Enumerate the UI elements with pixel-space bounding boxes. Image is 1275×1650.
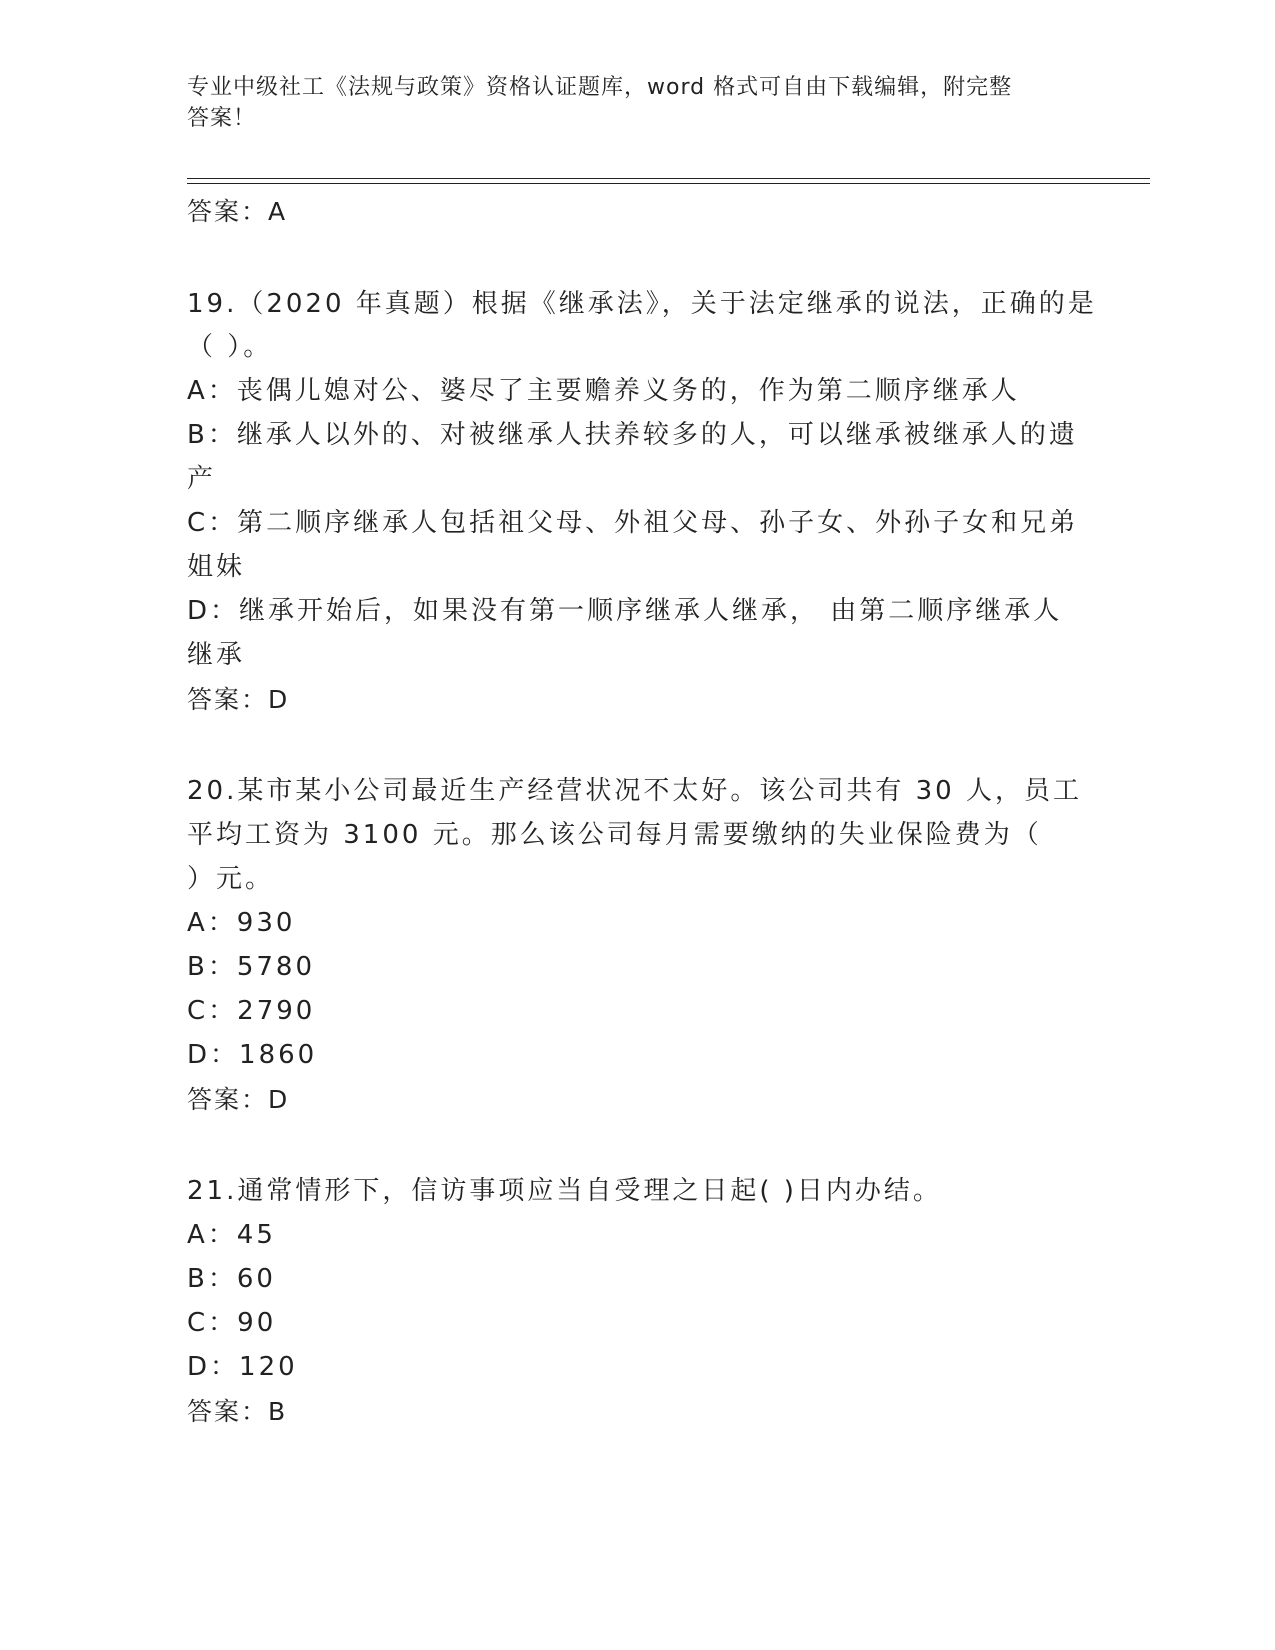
- question-19-option-d-cont: 继承: [187, 640, 246, 670]
- question-20-answer: 答案：D: [187, 1085, 290, 1114]
- question-21-option-c: C：90: [187, 1308, 277, 1338]
- question-21-option-b: B：60: [187, 1264, 276, 1294]
- document-header: [187, 72, 1067, 134]
- question-19-option-c-cont: 姐妹: [187, 552, 246, 582]
- question-19-option-b: B：继承人以外的、对被继承人扶养较多的人，可以继承被继承人的遗: [187, 420, 1078, 450]
- question-21-option-a: A：45: [187, 1220, 276, 1250]
- question-20-option-c: C：2790: [187, 996, 316, 1026]
- question-21-option-d: D：120: [187, 1352, 298, 1382]
- question-19-stem-line-2: （ ）。: [187, 332, 273, 362]
- question-19-option-b-cont: 产: [187, 464, 217, 494]
- question-20-stem-line-3: ）元。: [187, 864, 275, 894]
- answer-line: 答案：A: [187, 197, 288, 226]
- question-20-option-a: A：930: [187, 908, 296, 938]
- question-19-answer: 答案：D: [187, 685, 290, 714]
- question-20-option-d: D：1860: [187, 1040, 318, 1070]
- header-divider-bottom: [187, 183, 1150, 184]
- question-19-option-d: D：继承开始后，如果没有第一顺序继承人继承， 由第二顺序继承人: [187, 596, 1063, 626]
- question-20-stem-line-2: 平均工资为 3100 元。那么该公司每月需要缴纳的失业保险费为（: [187, 820, 1042, 850]
- header-line-2: 答案！: [187, 106, 257, 131]
- question-21-answer: 答案：B: [187, 1397, 288, 1426]
- header-line-1: 专业中级社工《法规与政策》资格认证题库，word 格式可自由下载编辑，附完整: [187, 75, 1013, 100]
- question-20-option-b: B：5780: [187, 952, 316, 982]
- question-19-option-c: C：第二顺序继承人包括祖父母、外祖父母、孙子女、外孙子女和兄弟: [187, 508, 1079, 538]
- header-divider-top: [187, 178, 1150, 179]
- question-19-stem-line-1: 19.（2020 年真题）根据《继承法》，关于法定继承的说法，正确的是: [187, 289, 1097, 319]
- question-21-stem-line-1: 21.通常情形下，信访事项应当自受理之日起( )日内办结。: [187, 1176, 942, 1206]
- question-20-stem-line-1: 20.某市某小公司最近生产经营状况不太好。该公司共有 30 人，员工: [187, 776, 1082, 806]
- question-19-option-a: A：丧偶儿媳对公、婆尽了主要赡养义务的，作为第二顺序继承人: [187, 376, 1020, 406]
